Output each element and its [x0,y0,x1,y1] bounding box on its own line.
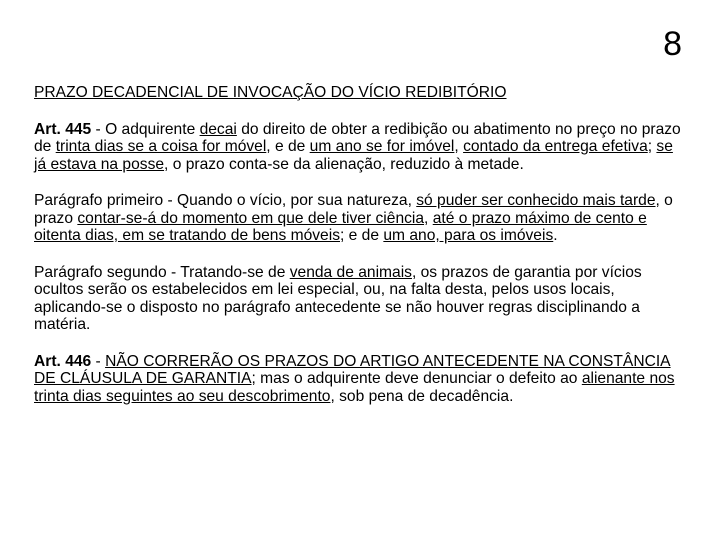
underlined-span: até o prazo máximo de cento e oitenta dias, em se tratando de bens móveis [34,209,647,244]
text-span: , [454,138,464,155]
document-body [34,84,684,405]
underlined-span: venda de animais [289,263,412,281]
text-span: . [553,227,558,244]
underlined-span: trinta dias se a coisa for móvel [55,138,267,155]
article-445-label: Art. 445 [34,120,92,138]
article-445 [34,121,684,174]
underlined-span: se já estava na posse [34,138,673,173]
paragraph-2 [34,264,684,334]
paragraph-1 [34,192,684,245]
underlined-span: contado da entrega efetiva [463,138,648,155]
text-span: - [91,352,106,370]
text-span: , o prazo conta-se da alienação, reduzido à metade. [164,155,524,173]
underlined-span: decai [199,120,237,138]
text-span: , sob pena de decadência. [330,387,514,405]
text-span: , e de [266,138,310,155]
article-446 [34,353,684,406]
underlined-span: alienante nos trinta dias seguintes ao seu descobrimento [34,370,675,405]
underlined-span: só puder ser conhecido mais tarde [416,192,656,209]
underlined-span: NÃO CORRERÃO OS PRAZOS DO ARTIGO ANTECEDENTE NA CONSTÂNCIA DE CLÁUSULA DE GARANTIA [34,352,671,387]
text-span: ; e de [340,227,384,244]
text-span: Parágrafo segundo - Tratando-se de [34,263,290,281]
heading [34,84,684,102]
text-span: ; mas o adquirente deve denunciar o defeito ao [251,370,582,387]
text-span: , o prazo [34,192,673,227]
article-446-label: Art. 446 [34,352,92,370]
underlined-span: um ano, para os imóveis [383,227,554,244]
text-span: , [424,209,433,227]
text-span: ; [647,138,657,155]
text-span: do direito de obter a redibição ou abatimento no preço no prazo de [34,120,681,155]
underlined-span: um ano se for imóvel [309,138,455,155]
text-span: , os prazos de garantia por vícios ocultos serão os estabelecidos em lei especial, ou, na falta desta, pelos usos locais, aplicando-se o disposto no parágrafo antecedente se não houver regras disciplinando a matéria. [34,263,642,333]
page-number: 8 [663,25,682,63]
text-span: - O adquirente [91,120,200,138]
underlined-span: contar-se-á do momento em que dele tiver ciência [77,209,425,227]
text-span: Parágrafo primeiro - Quando o vício, por sua natureza, [34,192,417,209]
heading-text: PRAZO DECADENCIAL DE INVOCAÇÃO DO VÍCIO REDIBITÓRIO [34,84,507,101]
